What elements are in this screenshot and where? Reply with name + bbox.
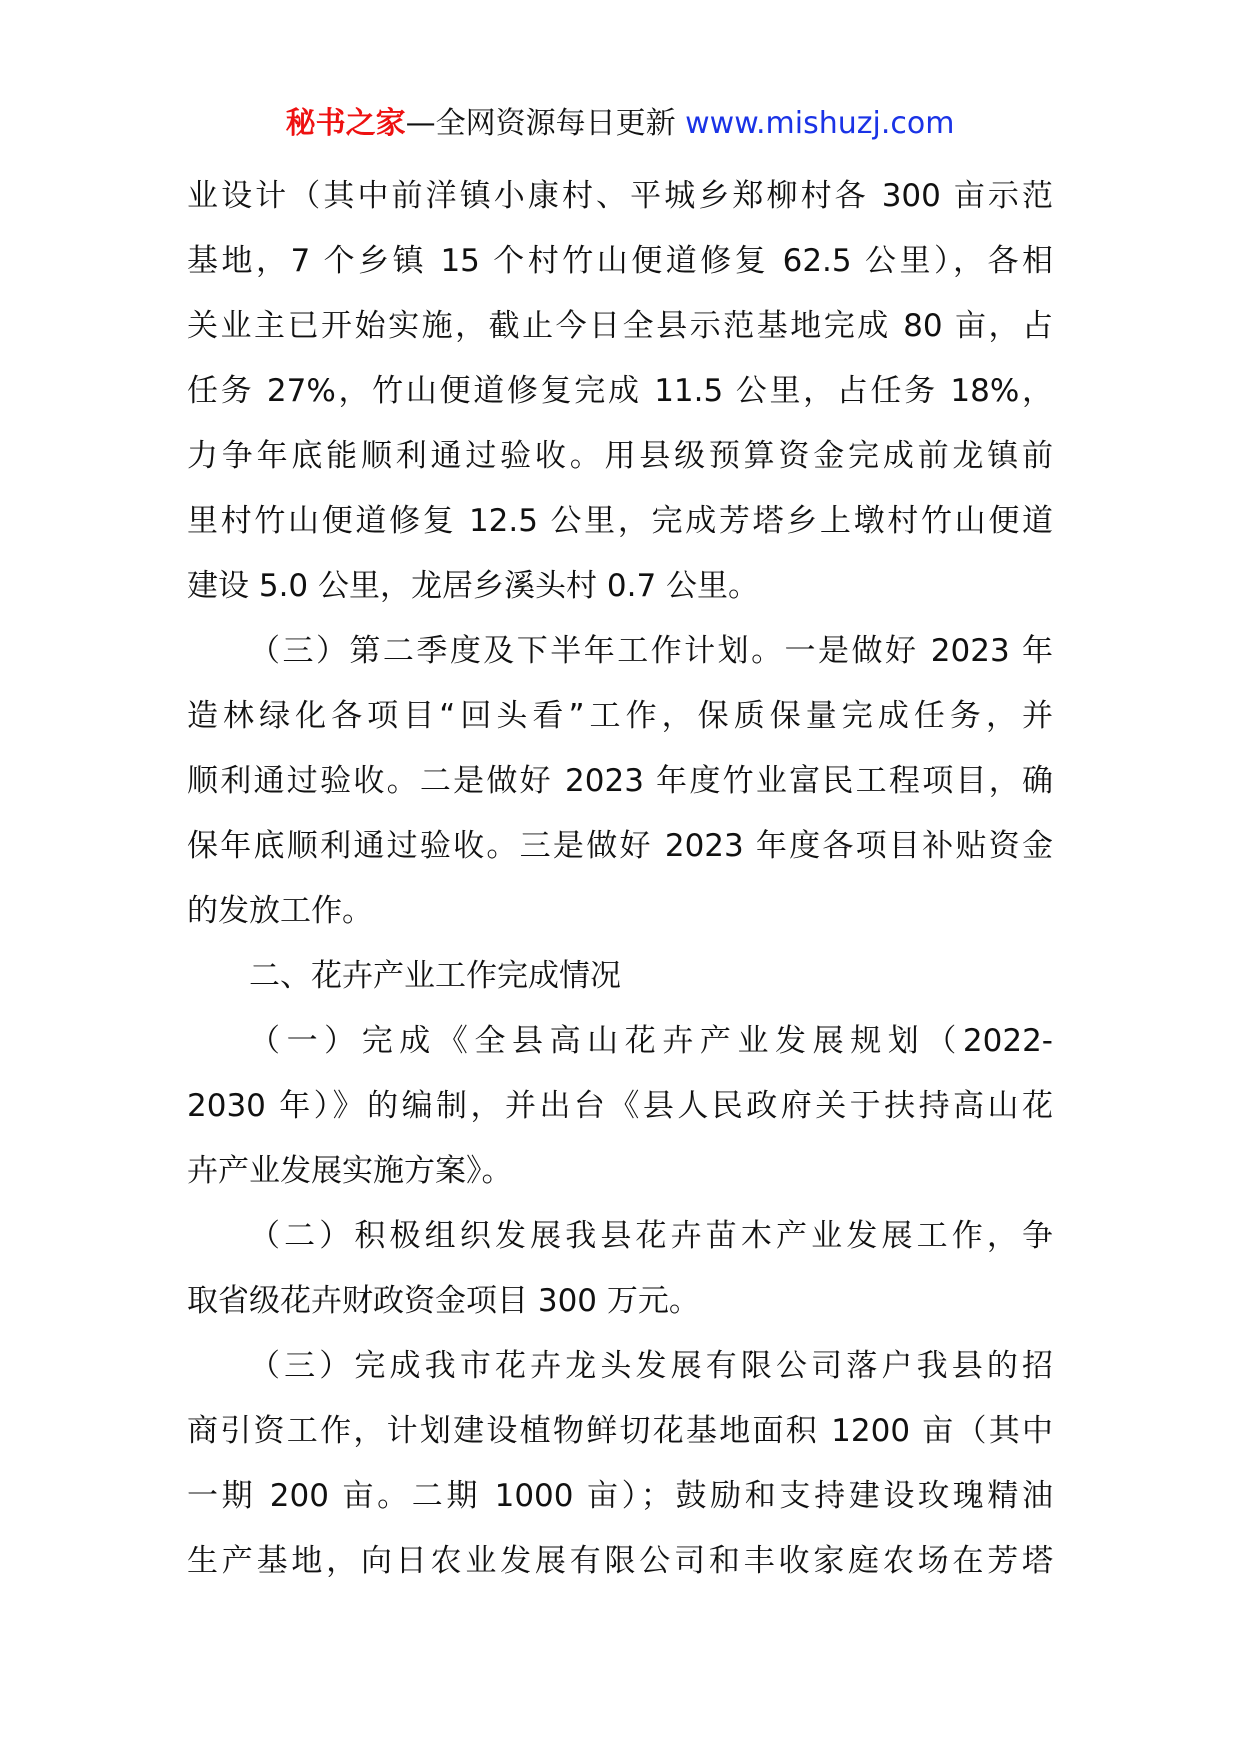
text-line: 造林绿化各项目“回头看”工作，保质保量完成任务，并 bbox=[187, 698, 1053, 734]
page-header bbox=[0, 100, 1240, 148]
text-line: （二）积极组织发展我县花卉苗木产业发展工作，争 bbox=[249, 1218, 1053, 1254]
text-line: （一）完成《全县高山花卉产业发展规划（2022- bbox=[249, 1023, 1053, 1059]
site-url-link[interactable]: www.mishuzj.com bbox=[685, 106, 955, 141]
text-line: 取省级花卉财政资金项目 300 万元。 bbox=[187, 1283, 700, 1319]
text-line: 任务 27%，竹山便道修复完成 11.5 公里，占任务 18%， bbox=[187, 373, 1053, 409]
header-tagline: —全网资源每日更新 bbox=[405, 106, 676, 141]
text-line: 2030 年）》的编制，并出台《县人民政府关于扶持高山花 bbox=[187, 1088, 1053, 1124]
text-line: 里村竹山便道修复 12.5 公里，完成芳塔乡上墩村竹山便道 bbox=[187, 503, 1053, 539]
text-line: 建设 5.0 公里，龙居乡溪头村 0.7 公里。 bbox=[187, 568, 760, 604]
text-line: 力争年底能顺利通过验收。用县级预算资金完成前龙镇前 bbox=[187, 438, 1053, 474]
text-line: 关业主已开始实施，截止今日全县示范基地完成 80 亩，占 bbox=[187, 308, 1053, 344]
document-body bbox=[187, 164, 1053, 1594]
text-line: 卉产业发展实施方案》。 bbox=[187, 1153, 513, 1189]
text-line: 商引资工作，计划建设植物鲜切花基地面积 1200 亩（其中 bbox=[187, 1413, 1053, 1449]
text-line: 的发放工作。 bbox=[187, 893, 373, 929]
text-line: 基地，7 个乡镇 15 个村竹山便道修复 62.5 公里），各相 bbox=[187, 243, 1053, 279]
text-line: 顺利通过验收。二是做好 2023 年度竹业富民工程项目，确 bbox=[187, 763, 1053, 799]
text-line: （三）完成我市花卉龙头发展有限公司落户我县的招 bbox=[249, 1348, 1053, 1384]
text-line: 保年底顺利通过验收。三是做好 2023 年度各项目补贴资金 bbox=[187, 828, 1053, 864]
text-line: 一期 200 亩。二期 1000 亩）；鼓励和支持建设玫瑰精油 bbox=[187, 1478, 1053, 1514]
text-line: 业设计（其中前洋镇小康村、平城乡郑柳村各 300 亩示范 bbox=[187, 178, 1053, 214]
text-line: （三）第二季度及下半年工作计划。一是做好 2023 年 bbox=[249, 633, 1053, 669]
text-line: 生产基地，向日农业发展有限公司和丰收家庭农场在芳塔 bbox=[187, 1543, 1053, 1579]
text-line: 二、花卉产业工作完成情况 bbox=[249, 958, 621, 994]
brand-name: 秘书之家 bbox=[285, 106, 406, 141]
